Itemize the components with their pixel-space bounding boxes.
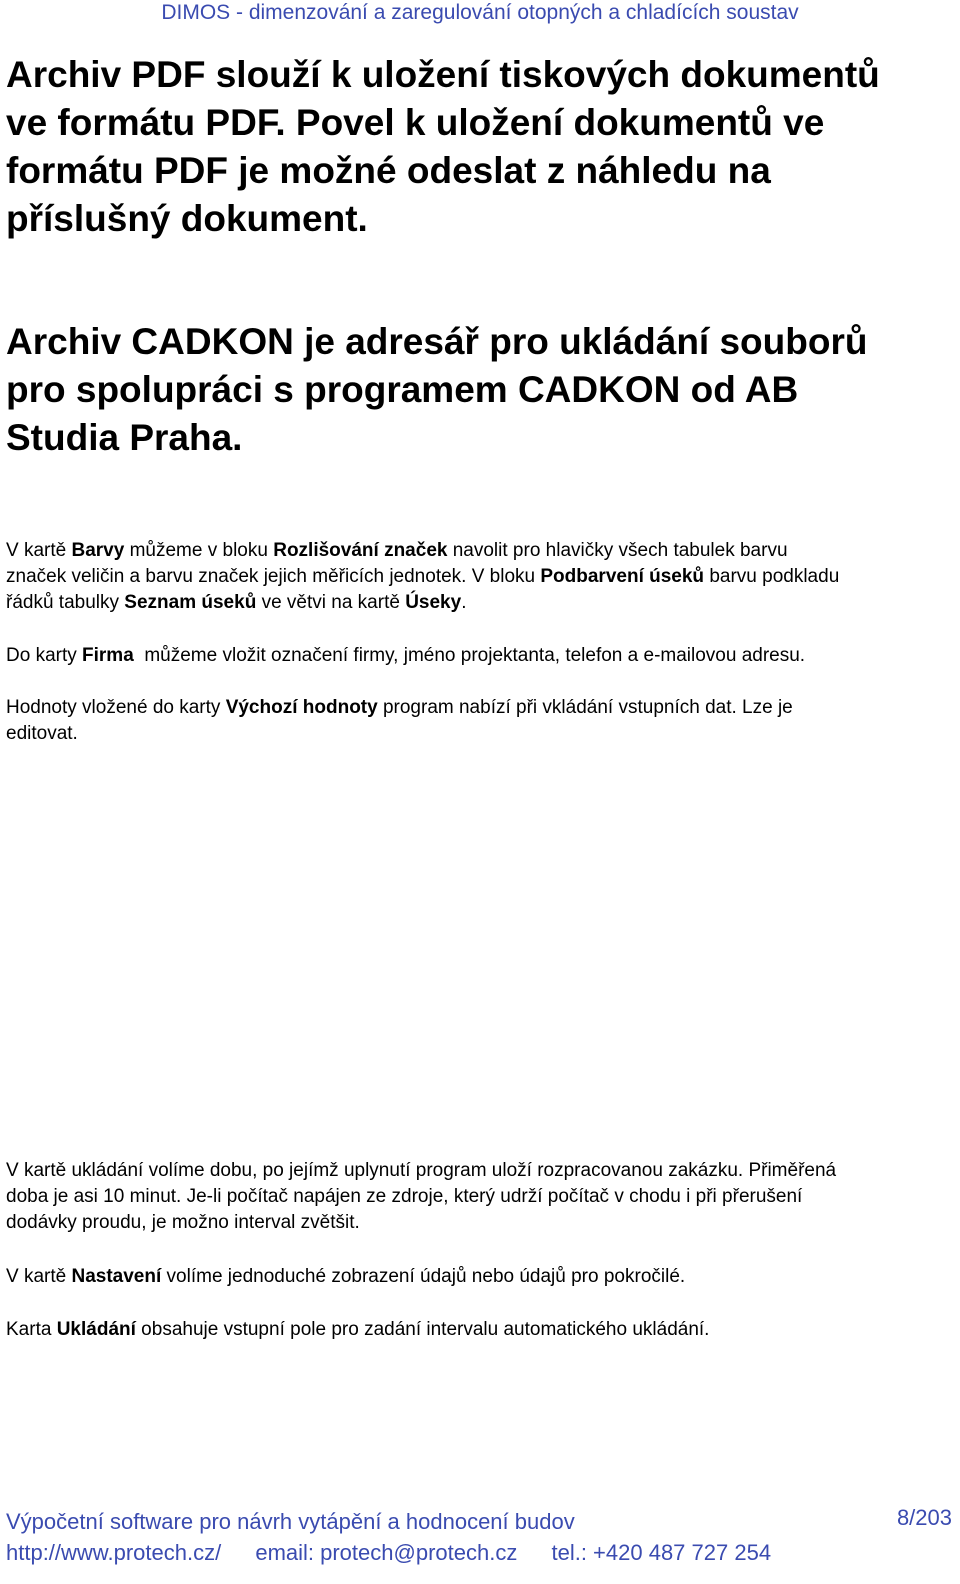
bold-term-nastaveni: Nastavení <box>71 1266 162 1287</box>
text-span: obsahuje vstupní pole pro zadání intervalu automatického ukládání. <box>135 1319 710 1340</box>
text-span: Karta <box>6 1319 57 1340</box>
archiv-pdf-line-2: ve formátu PDF. Povel k uložení dokumentů ve <box>6 102 825 143</box>
vychozi-line-2: editovat. <box>6 723 78 744</box>
footer-url-link[interactable]: http://www.protech.cz/ <box>6 1540 222 1565</box>
karta-ukladani-line-1 <box>6 1317 956 1343</box>
text-span: program nabízí při vkládání vstupních dat. Lze je <box>377 697 793 718</box>
text-span: V kartě <box>6 540 72 561</box>
archiv-cadkon-line-1: Archiv CADKON je adresář pro ukládání souborů <box>6 321 868 362</box>
archiv-pdf-line-4: příslušný dokument. <box>6 198 368 239</box>
text-span: navolit pro hlavičky všech tabulek barvu <box>447 540 788 561</box>
text-span: barvu podkladu <box>704 566 840 587</box>
ukladani-paragraph <box>6 1158 956 1236</box>
vychozi-hodnoty-paragraph <box>6 695 956 747</box>
nastaveni-line-1 <box>6 1264 956 1290</box>
bold-term-rozlisovani-znacek: Rozlišování značek <box>273 540 448 561</box>
bold-term-podbarveni-useku: Podbarvení úseků <box>540 566 705 587</box>
bold-term-vychozi-hodnoty: Výchozí hodnoty <box>225 697 378 718</box>
nastaveni-paragraph <box>6 1264 956 1290</box>
text-span: ve větvi na kartě <box>256 592 406 613</box>
text-span: Do karty <box>6 645 83 666</box>
text-span: můžeme v bloku <box>124 540 274 561</box>
bold-term-useky: Úseky <box>405 592 462 613</box>
footer-phone: tel.: +420 487 727 254 <box>551 1540 772 1565</box>
footer-email-link[interactable]: email: protech@protech.cz <box>255 1540 518 1565</box>
barvy-line-2 <box>6 564 956 590</box>
archiv-pdf-line-1: Archiv PDF slouží k uložení tiskových dokumentů <box>6 54 880 95</box>
ukladani-line-1: V kartě ukládání volíme dobu, po jejímž uplynutí program uloží rozpracovanou zakázku. Přiměřená <box>6 1160 837 1181</box>
barvy-line-3 <box>6 590 956 616</box>
text-span: můžeme vložit označení firmy, jméno projektanta, telefon a e-mailovou adresu. <box>133 645 806 666</box>
page-header: DIMOS - dimenzování a zaregulování otopných a chladících soustav <box>161 1 799 24</box>
bold-term-barvy: Barvy <box>71 540 125 561</box>
footer-contacts <box>6 1540 954 1566</box>
bold-term-firma: Firma <box>82 645 134 666</box>
page-number: 8/203 <box>896 1505 952 1530</box>
archiv-pdf-paragraph <box>6 51 956 243</box>
bold-term-ukladani: Ukládání <box>56 1319 136 1340</box>
ukladani-line-2: doba je asi 10 minut. Je-li počítač napájen ze zdroje, který udrží počítač v chodu i při přerušení <box>6 1186 803 1207</box>
ukladani-line-3: dodávky proudu, je možno interval zvětšit. <box>6 1212 360 1233</box>
vychozi-line-1 <box>6 695 956 721</box>
barvy-line-1 <box>6 538 956 564</box>
text-span: řádků tabulky <box>6 592 125 613</box>
firma-line-1 <box>6 643 956 669</box>
karta-ukladani-paragraph <box>6 1317 956 1343</box>
text-span: volíme jednoduché zobrazení údajů nebo údajů pro pokročilé. <box>161 1266 686 1287</box>
archiv-cadkon-line-3: Studia Praha. <box>6 417 243 458</box>
text-span: . <box>461 592 467 613</box>
text-span: V kartě <box>6 1266 72 1287</box>
firma-paragraph <box>6 643 956 669</box>
barvy-paragraph <box>6 538 956 616</box>
archiv-cadkon-paragraph <box>6 318 956 462</box>
footer-tagline: Výpočetní software pro návrh vytápění a hodnocení budov <box>6 1509 575 1534</box>
archiv-cadkon-line-2: pro spolupráci s programem CADKON od AB <box>6 369 799 410</box>
text-span: Hodnoty vložené do karty <box>6 697 226 718</box>
text-span: značek veličin a barvu značek jejich měřicích jednotek. V bloku <box>6 566 541 587</box>
archiv-pdf-line-3: formátu PDF je možné odeslat z náhledu na <box>6 150 771 191</box>
bold-term-seznam-useku: Seznam úseků <box>124 592 257 613</box>
